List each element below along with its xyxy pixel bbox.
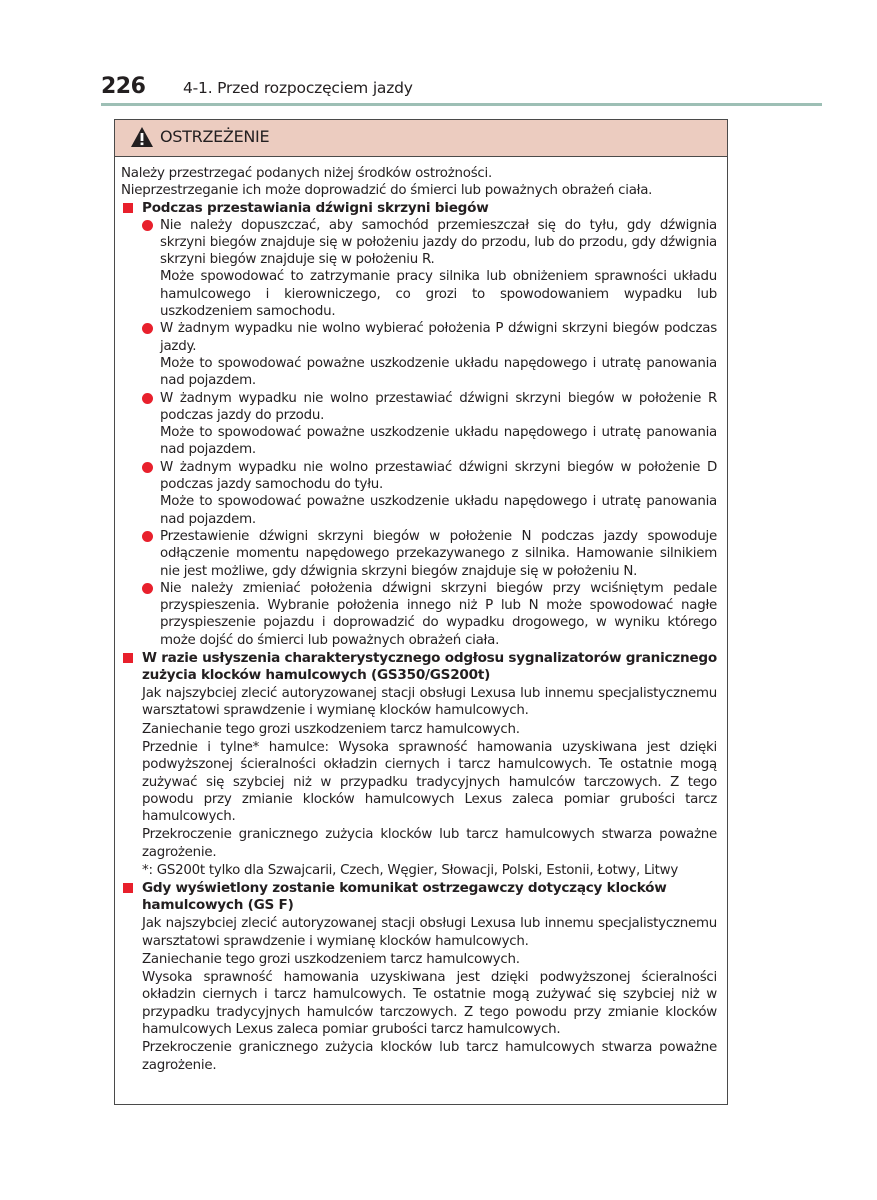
section-heading-text: W razie usłyszenia charakterystycznego odgłosu sygnalizatorów granicznego zużycia klocków hamulcowych (GS350/GS200t) [142, 650, 717, 684]
bullet-item [121, 320, 717, 389]
bullet-item [121, 459, 717, 528]
section-heading [121, 880, 717, 914]
section-brake-wear-indicator [121, 650, 717, 879]
bullet-item [121, 580, 717, 649]
red-square-bullet-icon [123, 203, 133, 213]
bullet-item [121, 390, 717, 459]
bullet-text: Może to spowodować poważne uszkodzenie układu napędowego i utratę panowania nad pojazdem. [160, 425, 717, 458]
bullet-text: Może to spowodować poważne uszkodzenie układu napędowego i utratę panowania nad pojazdem. [160, 355, 717, 389]
intro-line: Nieprzestrzeganie ich może doprowadzić do śmierci lub poważnych obrażeń ciała. [121, 183, 653, 199]
footnote: *: GS200t tylko dla Szwajcarii, Czech, Węgier, Słowacji, Polski, Estonii, Łotwy, Litwy [142, 862, 679, 878]
section-heading-text: Podczas przestawiania dźwigni skrzyni biegów [142, 199, 489, 216]
red-dot-bullet-icon [142, 531, 153, 542]
paragraph: Przekroczenie granicznego zużycia klocków lub tarcz hamulcowych stwarza poważne zagrożenie. [142, 827, 717, 860]
warning-header [115, 120, 727, 157]
red-square-bullet-icon [123, 883, 133, 893]
red-dot-bullet-icon [142, 220, 153, 231]
paragraph: Zaniechanie tego grozi uszkodzeniem tarcz hamulcowych. [142, 951, 520, 967]
bullet-item [121, 528, 717, 580]
section-heading [121, 650, 717, 684]
section-brake-pad-message [121, 880, 717, 1074]
warning-box [114, 119, 728, 1105]
page-number: 226 [101, 74, 146, 99]
bullet-text: W żadnym wypadku nie wolno wybierać położenia P dźwigni skrzyni biegów podczas jazdy. [160, 321, 717, 354]
section-title: 4-1. Przed rozpoczęciem jazdy [183, 79, 413, 97]
bullet-text: Przestawienie dźwigni skrzyni biegów w położenie N podczas jazdy spowoduje odłączenie momentu napędowego przekazywanego z silnika. Hamowanie silnikiem nie jest możliwe, gdy dźwignia skrzyni biegów znajduje się w położeniu N. [160, 528, 717, 579]
bullet-text: Nie należy dopuszczać, aby samochód przemieszczał się do tyłu, gdy dźwignia skrzyni biegów znajduje się w położeniu jazdy do przodu, lub do przodu, gdy dźwignia skrzyni biegów znajduje się w położeniu R. [160, 217, 717, 268]
section-heading-text: Gdy wyświetlony zostanie komunikat ostrzegawczy dotyczący klocków hamulcowych (GS F) [142, 880, 667, 914]
section-gear-shifting [121, 200, 717, 649]
page-header [101, 74, 822, 106]
paragraph: Zaniechanie tego grozi uszkodzeniem tarcz hamulcowych. [142, 721, 520, 737]
red-dot-bullet-icon [142, 583, 153, 594]
bullet-text: Nie należy zmieniać położenia dźwigni skrzyni biegów przy wciśniętym pedale przyspieszenia. Wybranie położenia innego niż P lub N może spowodować nagłe przyspieszenie pojazdu i doprowadzić do wypadku drogowego, w wyniku którego może dojść do śmierci lub poważnych obrażeń ciała. [160, 580, 717, 648]
intro-line: Należy przestrzegać podanych niżej środków ostrożności. [121, 166, 493, 181]
bullet-text: W żadnym wypadku nie wolno przestawiać dźwigni skrzyni biegów w położenie D podczas jazdy samochodu do tyłu. [160, 459, 717, 493]
bullet-text: Może spowodować to zatrzymanie pracy silnika lub obniżeniem sprawności układu hamulcowego i kierowniczego, co grozi to spowodowaniem wypadku lub uszkodzeniem samochodu. [160, 269, 717, 320]
red-dot-bullet-icon [142, 323, 153, 334]
red-dot-bullet-icon [142, 462, 153, 473]
warning-body [115, 157, 727, 1074]
paragraph: Przednie i tylne* hamulce: Wysoka sprawność hamowania uzyskiwana jest dzięki podwyższonej ścieralności okładzin ciernych i tarcz hamulcowych. Te ostatnie mogą zużywać się szybciej niż w przypadku tradycyjnych hamulców tarczowych. Z tego powodu przy zmianie klocków hamulcowych Lexus zaleca pomiar grubości tarcz hamulcowych. [142, 739, 717, 825]
warning-triangle-icon [131, 127, 153, 147]
bullet-text: Może to spowodować poważne uszkodzenie układu napędowego i utratę panowania nad pojazdem. [160, 494, 717, 527]
paragraph: Wysoka sprawność hamowania uzyskiwana jest dzięki podwyższonej ścieralności okładzin ciernych i tarcz hamulcowych. Te ostatnie mogą zużywać się szybciej niż w przypadku tradycyjnych hamulców tarczowych. Z tego powodu przy zmianie klocków hamulcowych Lexus zaleca pomiar grubości tarcz hamulcowych. [142, 970, 717, 1038]
paragraph: Jak najszybciej zlecić autoryzowanej stacji obsługi Lexusa lub innemu specjalistycznemu warsztatowi sprawdzenie i wymianę klocków hamulcowych. [142, 686, 717, 719]
bullet-text: W żadnym wypadku nie wolno przestawiać dźwigni skrzyni biegów w położenie R podczas jazdy do przodu. [160, 390, 717, 423]
paragraph: Przekroczenie granicznego zużycia klocków lub tarcz hamulcowych stwarza poważne zagrożenie. [142, 1040, 717, 1073]
warning-title: OSTRZEŻENIE [160, 127, 270, 146]
section-heading [121, 200, 717, 217]
red-square-bullet-icon [123, 653, 133, 663]
red-dot-bullet-icon [142, 393, 153, 404]
header-rule [101, 103, 822, 106]
bullet-item [121, 217, 717, 321]
paragraph: Jak najszybciej zlecić autoryzowanej stacji obsługi Lexusa lub innemu specjalistycznemu warsztatowi sprawdzenie i wymianę klocków hamulcowych. [142, 916, 717, 949]
